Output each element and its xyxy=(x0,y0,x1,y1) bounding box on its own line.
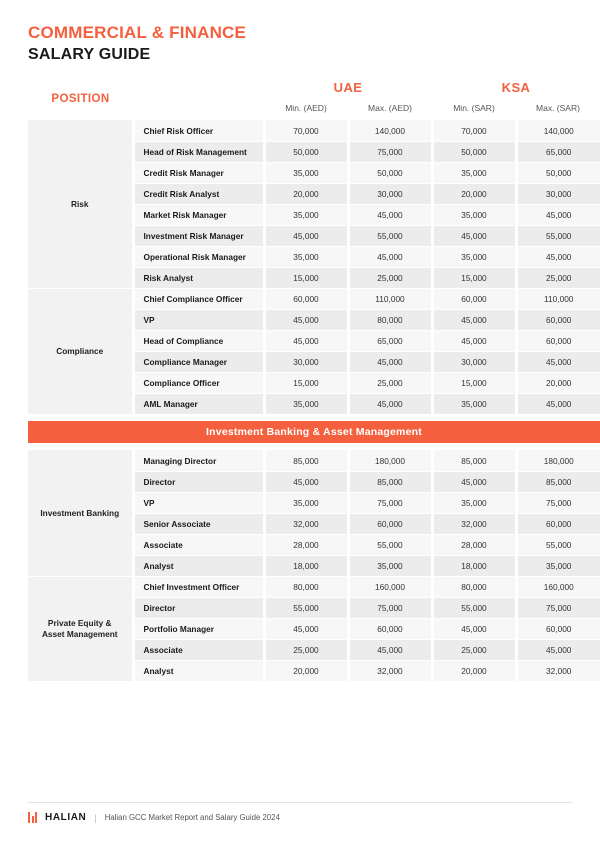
position-cell: Analyst xyxy=(133,660,264,681)
header-uae-min: Min. (AED) xyxy=(285,103,327,114)
uae-max-cell: 75,000 xyxy=(348,597,432,618)
ksa-min-cell: 35,000 xyxy=(432,393,516,414)
position-cell: Compliance Manager xyxy=(133,351,264,372)
uae-max-cell: 140,000 xyxy=(348,120,432,141)
ksa-min-cell: 55,000 xyxy=(432,597,516,618)
uae-min-cell: 25,000 xyxy=(264,639,348,660)
uae-min-cell: 35,000 xyxy=(264,162,348,183)
ksa-min-cell: 70,000 xyxy=(432,120,516,141)
category-cell: Compliance xyxy=(28,288,133,414)
position-cell: Head of Risk Management xyxy=(133,141,264,162)
section-band-row xyxy=(28,421,600,443)
ksa-max-cell: 65,000 xyxy=(516,141,600,162)
ksa-min-cell: 35,000 xyxy=(432,162,516,183)
ksa-max-cell: 25,000 xyxy=(516,267,600,288)
ksa-max-cell: 60,000 xyxy=(516,618,600,639)
ksa-max-cell: 60,000 xyxy=(516,330,600,351)
table-body xyxy=(28,120,600,681)
uae-max-cell: 32,000 xyxy=(348,660,432,681)
uae-min-cell: 15,000 xyxy=(264,267,348,288)
position-cell: Director xyxy=(133,597,264,618)
ksa-min-cell: 45,000 xyxy=(432,309,516,330)
row-spacer xyxy=(28,414,600,421)
ksa-min-cell: 80,000 xyxy=(432,576,516,597)
uae-min-cell: 20,000 xyxy=(264,660,348,681)
uae-min-cell: 80,000 xyxy=(264,576,348,597)
footer-caption: Halian GCC Market Report and Salary Guide 2024 xyxy=(104,813,280,822)
table-row xyxy=(28,288,600,309)
position-cell: Director xyxy=(133,471,264,492)
uae-min-cell: 20,000 xyxy=(264,183,348,204)
ksa-min-cell: 20,000 xyxy=(432,660,516,681)
position-cell: VP xyxy=(133,492,264,513)
uae-min-cell: 45,000 xyxy=(264,330,348,351)
ksa-max-cell: 60,000 xyxy=(516,513,600,534)
uae-min-cell: 45,000 xyxy=(264,618,348,639)
position-cell: VP xyxy=(133,309,264,330)
ksa-max-cell: 35,000 xyxy=(516,555,600,576)
position-cell: Credit Risk Manager xyxy=(133,162,264,183)
ksa-min-cell: 15,000 xyxy=(432,267,516,288)
uae-min-cell: 35,000 xyxy=(264,204,348,225)
position-cell: Risk Analyst xyxy=(133,267,264,288)
uae-max-cell: 25,000 xyxy=(348,267,432,288)
position-cell: Chief Compliance Officer xyxy=(133,288,264,309)
uae-max-cell: 45,000 xyxy=(348,393,432,414)
position-cell: Associate xyxy=(133,639,264,660)
salary-table-wrap xyxy=(0,78,600,682)
ksa-min-cell: 60,000 xyxy=(432,288,516,309)
ksa-min-cell: 20,000 xyxy=(432,183,516,204)
ksa-min-cell: 35,000 xyxy=(432,204,516,225)
position-cell: Credit Risk Analyst xyxy=(133,183,264,204)
uae-max-cell: 65,000 xyxy=(348,330,432,351)
uae-min-cell: 45,000 xyxy=(264,225,348,246)
table-row xyxy=(28,450,600,471)
ksa-min-cell: 45,000 xyxy=(432,618,516,639)
ksa-min-cell: 32,000 xyxy=(432,513,516,534)
header-region-uae: UAE xyxy=(333,80,363,96)
ksa-max-cell: 32,000 xyxy=(516,660,600,681)
uae-min-cell: 30,000 xyxy=(264,351,348,372)
salary-table xyxy=(28,78,600,682)
row-spacer xyxy=(28,443,600,450)
table-row xyxy=(28,576,600,597)
uae-max-cell: 35,000 xyxy=(348,555,432,576)
ksa-min-cell: 18,000 xyxy=(432,555,516,576)
uae-min-cell: 32,000 xyxy=(264,513,348,534)
position-cell: Senior Associate xyxy=(133,513,264,534)
category-cell: Private Equity & Asset Management xyxy=(28,576,133,681)
ksa-max-cell: 75,000 xyxy=(516,492,600,513)
ksa-max-cell: 85,000 xyxy=(516,471,600,492)
ksa-max-cell: 45,000 xyxy=(516,639,600,660)
ksa-max-cell: 75,000 xyxy=(516,597,600,618)
position-cell: Chief Risk Officer xyxy=(133,120,264,141)
ksa-min-cell: 45,000 xyxy=(432,225,516,246)
uae-max-cell: 55,000 xyxy=(348,534,432,555)
uae-max-cell: 80,000 xyxy=(348,309,432,330)
position-cell: Managing Director xyxy=(133,450,264,471)
uae-max-cell: 50,000 xyxy=(348,162,432,183)
ksa-min-cell: 50,000 xyxy=(432,141,516,162)
title-main: COMMERCIAL & FINANCE xyxy=(28,23,247,42)
position-cell: Compliance Officer xyxy=(133,372,264,393)
ksa-min-cell: 45,000 xyxy=(432,471,516,492)
table-header xyxy=(28,78,600,120)
position-cell: Analyst xyxy=(133,555,264,576)
page-footer xyxy=(28,802,572,823)
uae-max-cell: 45,000 xyxy=(348,351,432,372)
position-cell: Investment Risk Manager xyxy=(133,225,264,246)
uae-max-cell: 160,000 xyxy=(348,576,432,597)
table-row xyxy=(28,120,600,141)
ksa-min-cell: 45,000 xyxy=(432,330,516,351)
section-band-label: Investment Banking & Asset Management xyxy=(28,421,600,443)
position-cell: AML Manager xyxy=(133,393,264,414)
position-cell: Market Risk Manager xyxy=(133,204,264,225)
ksa-max-cell: 160,000 xyxy=(516,576,600,597)
ksa-max-cell: 55,000 xyxy=(516,534,600,555)
ksa-max-cell: 50,000 xyxy=(516,162,600,183)
ksa-max-cell: 55,000 xyxy=(516,225,600,246)
ksa-max-cell: 30,000 xyxy=(516,183,600,204)
uae-min-cell: 35,000 xyxy=(264,246,348,267)
ksa-max-cell: 45,000 xyxy=(516,246,600,267)
header-uae-max: Max. (AED) xyxy=(368,103,412,114)
uae-max-cell: 75,000 xyxy=(348,141,432,162)
ksa-max-cell: 45,000 xyxy=(516,351,600,372)
uae-min-cell: 60,000 xyxy=(264,288,348,309)
page-title xyxy=(0,0,600,64)
ksa-min-cell: 85,000 xyxy=(432,450,516,471)
ksa-max-cell: 140,000 xyxy=(516,120,600,141)
uae-max-cell: 55,000 xyxy=(348,225,432,246)
uae-max-cell: 30,000 xyxy=(348,183,432,204)
uae-min-cell: 28,000 xyxy=(264,534,348,555)
uae-min-cell: 50,000 xyxy=(264,141,348,162)
uae-max-cell: 45,000 xyxy=(348,639,432,660)
uae-max-cell: 45,000 xyxy=(348,246,432,267)
ksa-max-cell: 20,000 xyxy=(516,372,600,393)
uae-max-cell: 85,000 xyxy=(348,471,432,492)
position-cell: Operational Risk Manager xyxy=(133,246,264,267)
position-cell: Portfolio Manager xyxy=(133,618,264,639)
ksa-max-cell: 180,000 xyxy=(516,450,600,471)
position-cell: Chief Investment Officer xyxy=(133,576,264,597)
uae-max-cell: 60,000 xyxy=(348,618,432,639)
uae-min-cell: 15,000 xyxy=(264,372,348,393)
uae-max-cell: 110,000 xyxy=(348,288,432,309)
ksa-max-cell: 45,000 xyxy=(516,393,600,414)
position-cell: Associate xyxy=(133,534,264,555)
halian-logo-icon xyxy=(28,812,37,823)
uae-max-cell: 180,000 xyxy=(348,450,432,471)
ksa-min-cell: 25,000 xyxy=(432,639,516,660)
title-sub: SALARY GUIDE xyxy=(28,46,151,64)
uae-min-cell: 45,000 xyxy=(264,309,348,330)
uae-max-cell: 45,000 xyxy=(348,204,432,225)
footer-logo-text: HALIAN xyxy=(45,812,87,823)
header-ksa-min: Min. (SAR) xyxy=(453,103,495,114)
header-ksa-max: Max. (SAR) xyxy=(536,103,580,114)
uae-max-cell: 75,000 xyxy=(348,492,432,513)
category-cell: Investment Banking xyxy=(28,450,133,576)
ksa-min-cell: 15,000 xyxy=(432,372,516,393)
header-position: POSITION xyxy=(51,93,110,106)
uae-min-cell: 35,000 xyxy=(264,393,348,414)
position-cell: Head of Compliance xyxy=(133,330,264,351)
uae-min-cell: 85,000 xyxy=(264,450,348,471)
ksa-min-cell: 35,000 xyxy=(432,246,516,267)
uae-min-cell: 35,000 xyxy=(264,492,348,513)
uae-max-cell: 60,000 xyxy=(348,513,432,534)
header-region-ksa: KSA xyxy=(501,80,531,96)
ksa-min-cell: 35,000 xyxy=(432,492,516,513)
uae-min-cell: 45,000 xyxy=(264,471,348,492)
category-cell: Risk xyxy=(28,120,133,288)
ksa-min-cell: 30,000 xyxy=(432,351,516,372)
ksa-max-cell: 45,000 xyxy=(516,204,600,225)
ksa-min-cell: 28,000 xyxy=(432,534,516,555)
footer-separator: | xyxy=(94,812,97,823)
uae-max-cell: 25,000 xyxy=(348,372,432,393)
uae-min-cell: 18,000 xyxy=(264,555,348,576)
ksa-max-cell: 110,000 xyxy=(516,288,600,309)
ksa-max-cell: 60,000 xyxy=(516,309,600,330)
uae-min-cell: 70,000 xyxy=(264,120,348,141)
uae-min-cell: 55,000 xyxy=(264,597,348,618)
